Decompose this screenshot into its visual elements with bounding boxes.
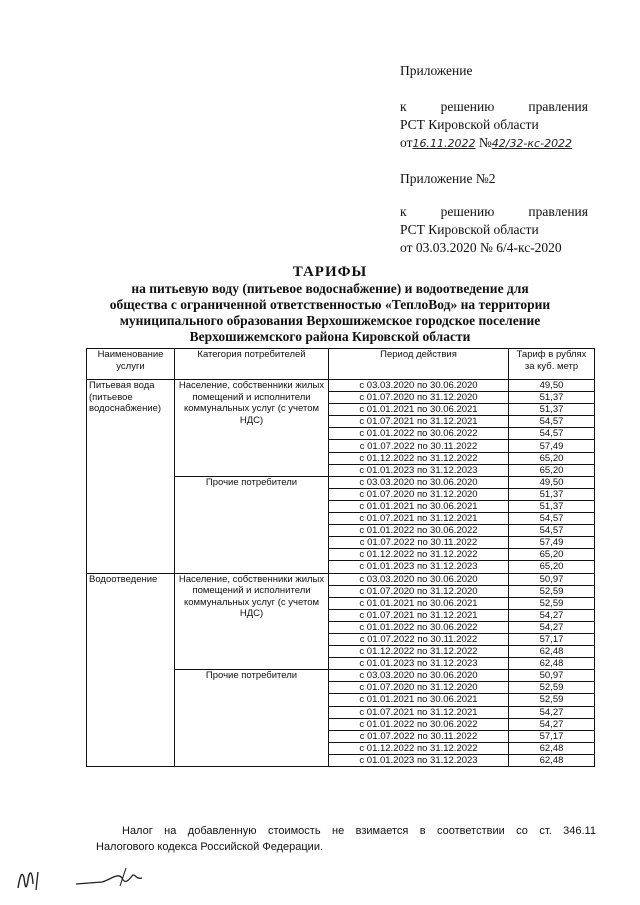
service-name-cell: Водоотведение: [87, 573, 175, 767]
tariff-value-cell: 65,20: [509, 464, 595, 476]
tariff-value-cell: 52,59: [509, 682, 595, 694]
tariff-value-cell: 50,97: [509, 670, 595, 682]
title-line-4: Верхошижемского района Кировской области: [189, 329, 471, 344]
service-name-cell: Питьевая вода (питьевое водоснабжение): [87, 380, 175, 574]
decision-date-line: от16.11.2022 №42/32-кс-2022: [400, 135, 573, 150]
period-cell: с 01.07.2020 по 31.12.2020: [329, 682, 509, 694]
tariff-value-cell: 65,20: [509, 561, 595, 573]
table-row: [87, 380, 595, 392]
period-cell: с 01.07.2021 по 31.12.2021: [329, 609, 509, 621]
period-cell: с 01.07.2021 по 31.12.2021: [329, 513, 509, 525]
handwritten-number: 42/32-кс-2022: [491, 137, 573, 150]
header-service: Наименование услуги: [87, 349, 175, 380]
tariff-value-cell: 62,48: [509, 754, 595, 766]
decision-line-1: к решению правления: [400, 99, 588, 114]
tariff-table: [86, 348, 595, 767]
tariff-value-cell: 57,49: [509, 537, 595, 549]
appendix2-label: Приложение №2: [400, 171, 496, 186]
tariff-value-cell: 54,27: [509, 609, 595, 621]
period-cell: с 01.01.2022 по 30.06.2022: [329, 621, 509, 633]
title-line-1: на питьевую воду (питьевое водоснабжение) и водоотведение для: [131, 281, 529, 296]
tariff-value-cell: 54,57: [509, 428, 595, 440]
tariff-value-cell: 57,49: [509, 440, 595, 452]
period-cell: с 01.07.2020 по 31.12.2020: [329, 585, 509, 597]
tariff-value-cell: 54,57: [509, 525, 595, 537]
period-cell: с 01.07.2021 по 31.12.2021: [329, 706, 509, 718]
period-cell: с 01.01.2021 по 30.06.2021: [329, 694, 509, 706]
period-cell: с 01.07.2022 по 30.11.2022: [329, 730, 509, 742]
decision2-body: РСТ Кировской области: [400, 222, 539, 237]
period-cell: с 01.01.2023 по 31.12.2023: [329, 464, 509, 476]
period-cell: с 03.03.2020 по 30.06.2020: [329, 573, 509, 585]
consumer-category-cell: Население, собственники жилых помещений и исполнители коммунальных услуг (с учетом НДС): [175, 380, 329, 477]
tariff-value-cell: 49,50: [509, 380, 595, 392]
footnote-line-2: Налогового кодекса Российской Федерации.: [96, 841, 324, 853]
period-cell: с 01.07.2021 по 31.12.2021: [329, 416, 509, 428]
period-cell: с 01.01.2023 по 31.12.2023: [329, 561, 509, 573]
tariff-value-cell: 54,27: [509, 706, 595, 718]
tariff-value-cell: 52,59: [509, 585, 595, 597]
decision-body: РСТ Кировской области: [400, 117, 539, 132]
period-cell: с 01.07.2020 по 31.12.2020: [329, 488, 509, 500]
tariff-value-cell: 57,17: [509, 730, 595, 742]
period-cell: с 01.12.2022 по 31.12.2022: [329, 549, 509, 561]
decision2-date-line: от 03.03.2020 № 6/4-кс-2020: [400, 240, 562, 255]
tariff-value-cell: 65,20: [509, 452, 595, 464]
tariff-value-cell: 50,97: [509, 573, 595, 585]
period-cell: с 01.01.2022 по 30.06.2022: [329, 428, 509, 440]
period-cell: с 01.01.2021 по 30.06.2021: [329, 500, 509, 512]
title-line-3: муниципального образования Верхошижемское городское поселение: [119, 313, 541, 328]
period-cell: с 01.07.2022 по 30.11.2022: [329, 633, 509, 645]
tariff-value-cell: 54,57: [509, 416, 595, 428]
period-cell: с 01.12.2022 по 31.12.2022: [329, 646, 509, 658]
tariff-value-cell: 51,37: [509, 488, 595, 500]
period-cell: с 01.12.2022 по 31.12.2022: [329, 742, 509, 754]
tariff-value-cell: 51,37: [509, 392, 595, 404]
tariff-value-cell: 51,37: [509, 404, 595, 416]
tariff-value-cell: 54,27: [509, 621, 595, 633]
appendix2-header: [400, 170, 588, 188]
period-cell: с 03.03.2020 по 30.06.2020: [329, 380, 509, 392]
period-cell: с 01.01.2021 по 30.06.2021: [329, 597, 509, 609]
title-main: ТАРИФЫ: [292, 264, 368, 280]
document-title: [60, 264, 600, 345]
tariff-value-cell: 62,48: [509, 742, 595, 754]
decision-reference-original: [400, 203, 588, 257]
tax-footnote: [96, 823, 596, 855]
period-cell: с 01.01.2022 по 30.06.2022: [329, 718, 509, 730]
tariff-table-body: [87, 380, 595, 767]
period-cell: с 01.07.2020 по 31.12.2020: [329, 392, 509, 404]
tariff-value-cell: 52,59: [509, 597, 595, 609]
tariff-value-cell: 57,17: [509, 633, 595, 645]
tariff-value-cell: 49,50: [509, 476, 595, 488]
consumer-category-cell: Население, собственники жилых помещений и исполнители коммунальных услуг (с учетом НДС): [175, 573, 329, 670]
appendix-header: [400, 62, 588, 80]
header-tariff: Тариф в рублях за куб. метр: [509, 349, 595, 380]
decision-reference-current: [400, 98, 588, 153]
handwritten-date: 16.11.2022: [412, 137, 476, 150]
tariff-value-cell: 52,59: [509, 694, 595, 706]
tariff-value-cell: 65,20: [509, 549, 595, 561]
period-cell: с 01.01.2023 по 31.12.2023: [329, 658, 509, 670]
period-cell: с 03.03.2020 по 30.06.2020: [329, 670, 509, 682]
tariff-value-cell: 62,48: [509, 658, 595, 670]
consumer-category-cell: Прочие потребители: [175, 670, 329, 767]
period-cell: с 01.07.2022 по 30.11.2022: [329, 537, 509, 549]
consumer-category-cell: Прочие потребители: [175, 476, 329, 573]
footnote-line-1: Налог на добавленную стоимость не взимается в соответствии со ст. 346.11: [122, 825, 596, 837]
period-cell: с 01.12.2022 по 31.12.2022: [329, 452, 509, 464]
title-line-2: общества с ограниченной ответственностью «ТеплоВод» на территории: [109, 297, 551, 312]
period-cell: с 01.01.2023 по 31.12.2023: [329, 754, 509, 766]
decision2-line-1: к решению правления: [400, 204, 588, 219]
tariff-value-cell: 62,48: [509, 646, 595, 658]
table-header-row: [87, 349, 595, 380]
period-cell: с 01.07.2022 по 30.11.2022: [329, 440, 509, 452]
appendix-label: Приложение: [400, 63, 473, 78]
tariff-value-cell: 54,57: [509, 513, 595, 525]
period-cell: с 01.01.2022 по 30.06.2022: [329, 525, 509, 537]
table-row: [87, 573, 595, 585]
header-period: Период действия: [329, 349, 509, 380]
tariff-value-cell: 51,37: [509, 500, 595, 512]
period-cell: с 01.01.2021 по 30.06.2021: [329, 404, 509, 416]
tariff-value-cell: 54,27: [509, 718, 595, 730]
period-cell: с 03.03.2020 по 30.06.2020: [329, 476, 509, 488]
header-category: Категория потребителей: [175, 349, 329, 380]
handwritten-initials-signature: [14, 858, 194, 898]
